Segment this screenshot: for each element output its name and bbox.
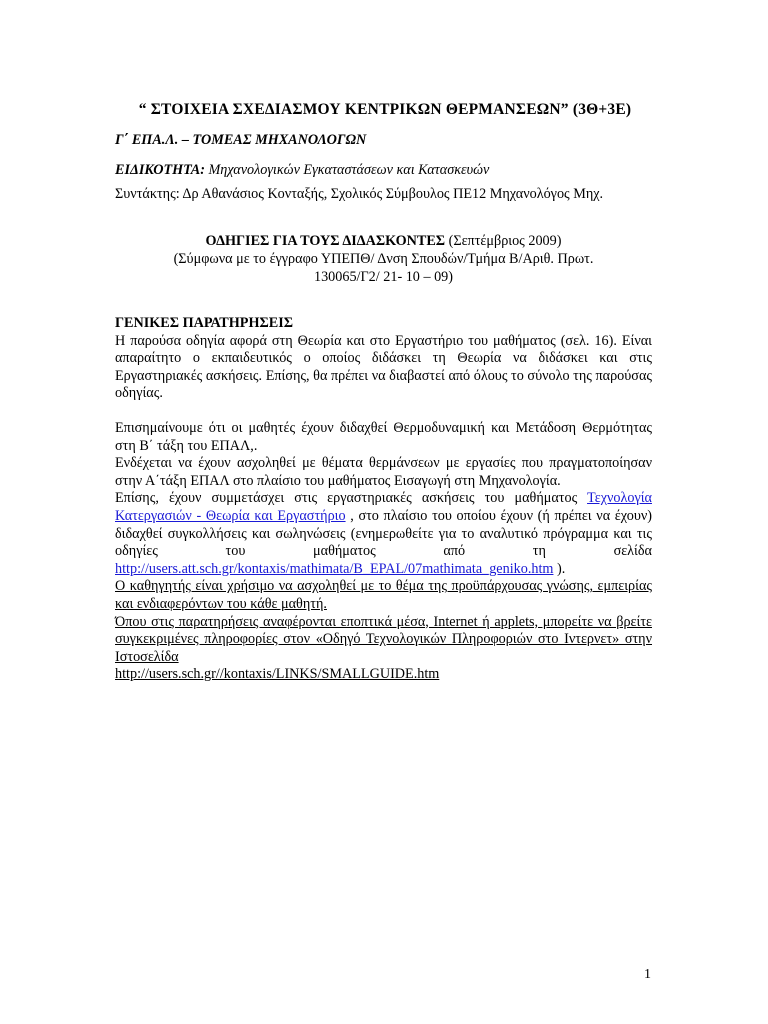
- paragraph-4-end: ).: [553, 560, 566, 577]
- small-guide-link[interactable]: http://users.sch.gr//kontaxis/LINKS/SMALLGUIDE.htm: [115, 666, 440, 683]
- instructions-protocol: 130065/Γ2/ 21- 10 – 09): [313, 269, 454, 285]
- paragraph-3: Ενδέχεται να έχουν ασχοληθεί με θέματα θερμάνσεων με εργασίες που πραγματοποίησαν στην Α΄τάξη ΕΠΑΛ στο πλαίσιο του μαθήματος Εισαγωγή στη Μηχανολογία.: [115, 455, 652, 489]
- specialty-label: ΕΙΔΙΚΟΤΗΤΑ:: [115, 162, 205, 178]
- specialty-line: [115, 161, 652, 179]
- instructions-reference: (Σύμφωνα με το έγγραφο ΥΠΕΠΘ/ Δνση Σπουδών/Τμήμα Β/Αριθ. Πρωτ.: [173, 251, 594, 267]
- paragraph-4: [115, 490, 652, 578]
- school-line: Γ΄ ΕΠΑ.Λ. – ΤΟΜΕΑΣ ΜΗΧΑΝΟΛΟΓΩΝ: [115, 132, 367, 148]
- page-number: 1: [644, 967, 651, 982]
- paragraph-4-intro: Επίσης, έχουν συμμετάσχει στις εργαστηριακές ασκήσεις του μαθήματος: [115, 490, 588, 507]
- paragraph-5: Ο καθηγητής είναι χρήσιμο να ασχοληθεί με το θέμα της προϋπάρχουσας γνώσης, εμπειρίας και ενδιαφερόντων του κάθε μαθητή.: [115, 578, 652, 612]
- general-heading: ΓΕΝΙΚΕΣ ΠΑΡΑΤΗΡΗΣΕΙΣ: [115, 315, 294, 331]
- document-title: “ ΣΤΟΙΧΕΙΑ ΣΧΕΔΙΑΣΜΟΥ ΚΕΝΤΡΙΚΩΝ ΘΕΡΜΑΝΣΕΩΝ” (3Θ+3Ε): [138, 101, 632, 118]
- instructions-date: (Σεπτέμβριος 2009): [445, 233, 562, 249]
- course-syllabus-link[interactable]: http://users.att.sch.gr/kontaxis/mathimata/B_EPAL/07mathimata_geniko.htm: [115, 560, 554, 577]
- general-remarks: [115, 315, 652, 684]
- paragraph-6: Όπου στις παρατηρήσεις αναφέρονται εποπτικά μέσα, Internet ή applets, μπορείτε να βρείτε συγκεκριμένες πληροφορίες στον «Οδηγό Τεχνολογικών Πληροφοριών στο Ιντερνετ» στην Ιστοσελίδα: [115, 613, 652, 665]
- specialty-value: Μηχανολογικών Εγκαταστάσεων και Κατασκευών: [204, 162, 490, 178]
- paragraph-2: Επισημαίνουμε ότι οι μαθητές έχουν διδαχθεί Θερμοδυναμική και Μετάδοση Θερμότητας στη Β΄ τάξη του ΕΠΑΛ,.: [115, 419, 652, 454]
- author-line: Συντάκτης: Δρ Αθανάσιος Κονταξής, Σχολικός Σύμβουλος ΠΕ12 Μηχανολόγος Μηχ.: [115, 186, 604, 202]
- paragraph-4-body: , στο πλαίσιο του οποίου έχουν (ή πρέπει να έχουν) διδαχθεί συγκολλήσεις και σωληνώσεις (ενημερωθείτε για το αναλυτικό πρόγραμμα και τις οδηγίες του μαθήματος από τη σελίδα: [115, 507, 652, 560]
- technology-course-link[interactable]: Τεχνολογία Κατεργασιών - Θεωρία και Εργαστήριο: [115, 490, 652, 524]
- instructions-heading-line: [115, 232, 652, 250]
- instructions-heading: ΟΔΗΓΙΕΣ ΓΙΑ ΤΟΥΣ ΔΙΔΑΣΚΟΝΤΕΣ: [205, 233, 446, 249]
- paragraph-1: Η παρούσα οδηγία αφορά στη Θεωρία και στο Εργαστήριο του μαθήματος (σελ. 16). Είναι απαραίτητο ο εκπαιδευτικός ο οποίος διδάσκει τη Θεωρία να διδάσκει και στις Εργαστηριακές ασκήσεις. Επίσης, θα πρέπει να διαβαστεί από όλους το σύνολο της παρούσας οδηγίας.: [115, 332, 652, 402]
